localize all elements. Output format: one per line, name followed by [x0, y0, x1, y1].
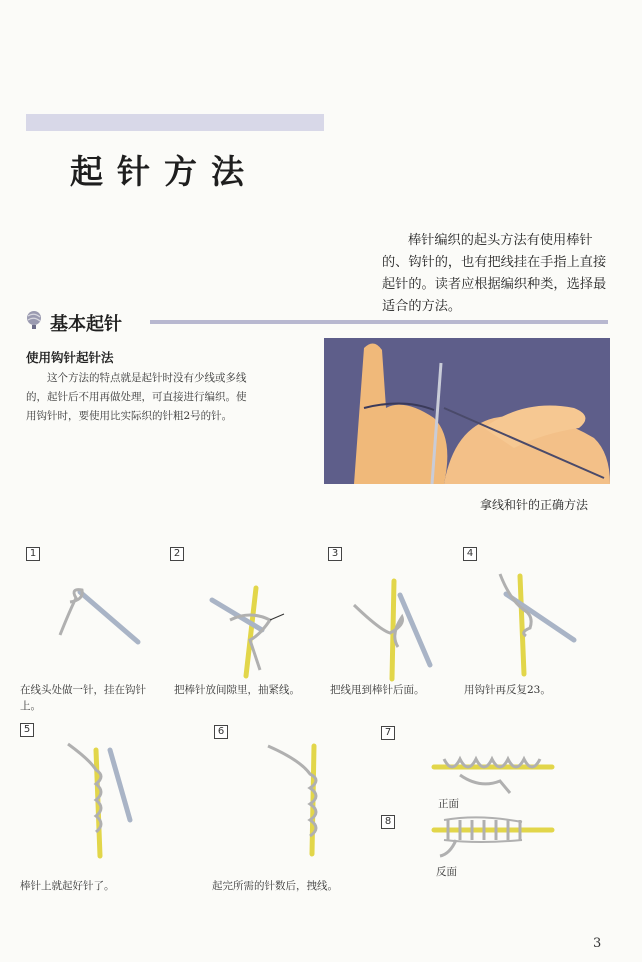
- front-side-label: 正面: [438, 798, 459, 810]
- hands-holding-needle-photo: [324, 338, 610, 484]
- yarn-ball-icon: [24, 310, 44, 330]
- step-6-caption: 起完所需的针数后，拽线。: [212, 880, 338, 892]
- step-8-back-illustration: [430, 810, 560, 860]
- page-title: 起针方法: [70, 152, 258, 191]
- photo-caption: 拿线和针的正确方法: [480, 498, 589, 512]
- step-number-3: 3: [328, 547, 342, 561]
- intro-paragraph: 棒针编织的起头方法有使用棒针的、钩针的，也有把线挂在手指上直接起针的。读者应根据编织种类，选择最适合的方法。: [382, 233, 607, 314]
- step-4-caption: 用钩针再反复23。: [464, 684, 551, 696]
- step-1-caption: 在线头处做一针，挂在钩针上。: [20, 684, 146, 712]
- subsection-title: 使用钩针起针法: [26, 350, 114, 365]
- page-number: 3: [593, 936, 602, 951]
- step-3-caption: 把线甩到棒针后面。: [330, 684, 425, 696]
- step-2-caption: 把棒针放间隙里，抽紧线。: [174, 684, 300, 696]
- step-2-illustration: [200, 580, 300, 680]
- step-1-illustration: [40, 580, 150, 650]
- step-3-illustration: [350, 575, 450, 685]
- step-number-6: 6: [214, 725, 228, 739]
- step-4-illustration: [490, 570, 590, 680]
- subsection-body: 这个方法的特点就是起针时没有少线或多线的，起针后不用再做处理，可直接进行编织。使用钩针时，要使用比实际织的针粗2号的针。: [26, 372, 247, 422]
- step-7-front-illustration: [430, 745, 560, 795]
- section-divider: [150, 320, 608, 324]
- section-title: 基本起针: [50, 314, 122, 335]
- step-6-illustration: [260, 740, 350, 860]
- step-number-1: 1: [26, 547, 40, 561]
- step-5-illustration: [60, 740, 150, 860]
- step-number-8: 8: [381, 815, 395, 829]
- step-number-2: 2: [170, 547, 184, 561]
- step-number-5: 5: [20, 723, 34, 737]
- header-accent-bar: [26, 114, 324, 131]
- step-number-4: 4: [463, 547, 477, 561]
- back-side-label: 反面: [436, 866, 457, 878]
- step-number-7: 7: [381, 726, 395, 740]
- step-5-caption: 棒针上就起好针了。: [20, 880, 115, 892]
